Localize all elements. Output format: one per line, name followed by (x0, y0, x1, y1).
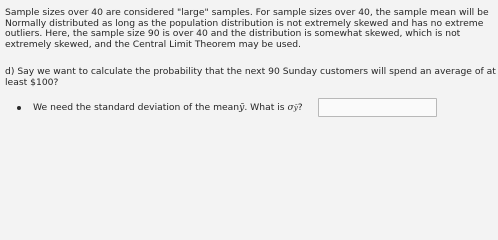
bullet-dot-icon (17, 106, 21, 110)
sigma-symbol: σ (287, 101, 294, 113)
intro-line: outliers. Here, the sample size 90 is over 40 and the distribution is somewhat skewed, which is not (5, 28, 461, 40)
question-line: d) Say we want to calculate the probability that the next 90 Sunday customers will spend an average of at (5, 66, 496, 77)
intro-line: extremely skewed, and the Central Limit Theorem may be used. (5, 38, 301, 50)
intro-line: Normally distributed as long as the population distribution is not extremely skewed and has no extreme (5, 17, 484, 29)
bullet-text-middle: . What is (244, 101, 288, 113)
question-line: least $100? (5, 76, 59, 88)
intro-line: Sample sizes over 40 are considered "large" samples. For sample sizes over 40, the sample mean will be (5, 7, 489, 18)
bullet-text-before: We need the standard deviation of the mean (33, 101, 240, 113)
bullet-text-after: ? (297, 101, 303, 113)
intro-paragraph (5, 8, 489, 50)
answer-input[interactable] (318, 98, 437, 117)
bullet-item: We need the standard deviation of the mean ȳ . What is σ ȳ ? (17, 99, 303, 117)
ybar-symbol: ȳ (239, 101, 245, 113)
question-d (5, 67, 496, 88)
